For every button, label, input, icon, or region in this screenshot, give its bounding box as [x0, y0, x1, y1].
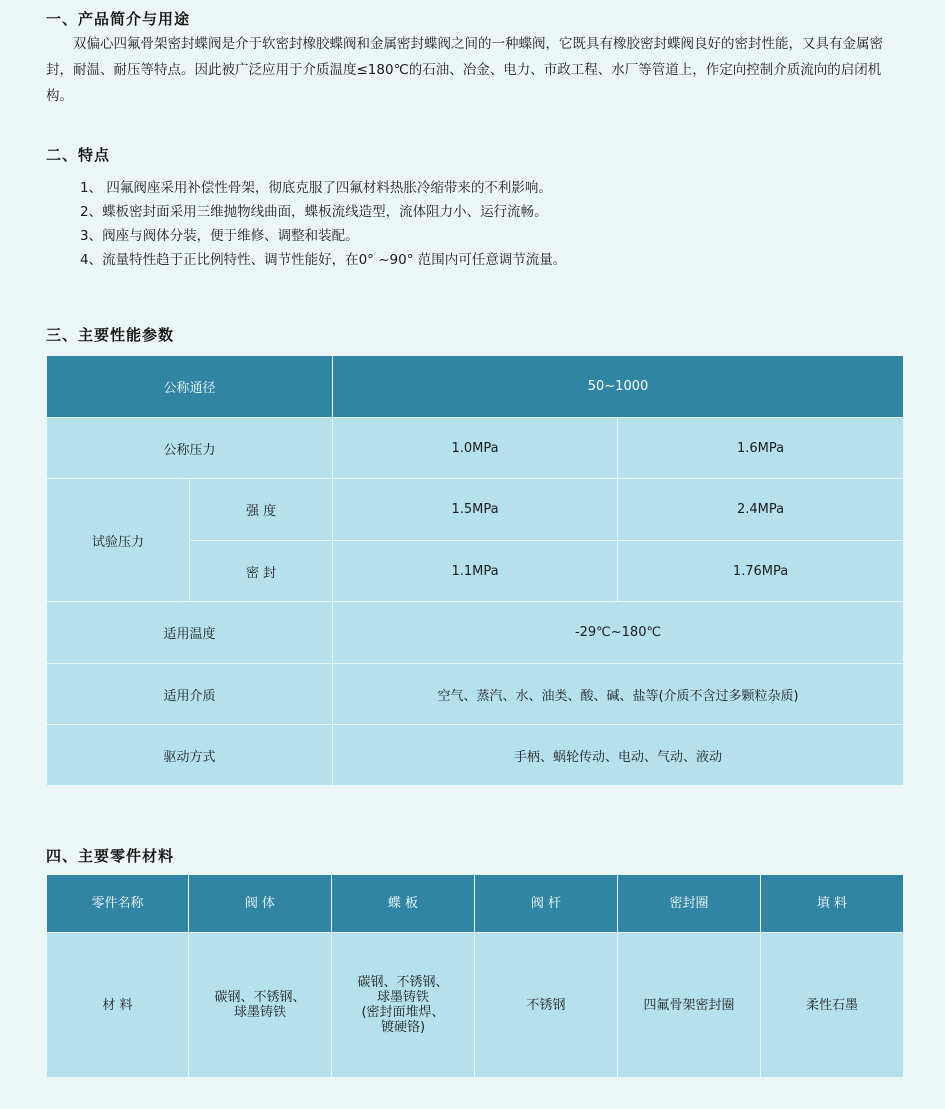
medium-label: 适用介质: [47, 664, 333, 725]
table-row: [47, 418, 904, 479]
table-row: [47, 933, 904, 1078]
materials-table: [46, 874, 904, 1078]
body-material-line: 碳钢、不锈钢、: [214, 990, 306, 1005]
material-row-label: 材 料: [47, 933, 189, 1078]
seal-value-2: 1.76MPa: [618, 541, 904, 602]
section-2-heading: 二、特点: [46, 146, 111, 164]
temperature-label: 适用温度: [47, 602, 333, 664]
section-4-heading: 四、主要零件材料: [46, 847, 175, 865]
header-part-name: 零件名称: [47, 875, 189, 933]
nominal-diameter-label: 公称通径: [47, 356, 333, 418]
section-1-heading: 一、产品简介与用途: [46, 10, 191, 28]
header-packing: 填 料: [761, 875, 904, 933]
feature-item: 4、流量特性趋于正比例特性、调节性能好，在0° ~90° 范围内可任意调节流量。: [80, 252, 567, 268]
table-row: [47, 725, 904, 786]
header-body: 阀 体: [189, 875, 332, 933]
intro-paragraph: 双偏心四氟骨架密封蝶阀是介于软密封橡胶蝶阀和金属密封蝶阀之间的一种蝶阀，它既具有橡胶密封蝶阀良好的密封性能，又具有金属密封，耐温、耐压等特点。因此被广泛应用于介质温度≤180℃的石油、冶金、电力、市政工程、水厂等管道上，作定向控制介质流向的启闭机构。: [46, 36, 883, 104]
nominal-diameter-value: 50~1000: [333, 356, 904, 418]
table-row: [47, 664, 904, 725]
disc-material-line: 碳钢、不锈钢、: [357, 975, 449, 990]
stem-material: 不锈钢: [475, 933, 618, 1078]
header-disc: 蝶 板: [332, 875, 475, 933]
seal-value-1: 1.1MPa: [333, 541, 618, 602]
nominal-pressure-value-1: 1.0MPa: [333, 418, 618, 479]
seal-ring-material: 四氟骨架密封圈: [618, 933, 761, 1078]
feature-item: 2、蝶板密封面采用三维抛物线曲面，蝶板流线造型，流体阻力小、运行流畅。: [80, 204, 548, 220]
header-seal-ring: 密封圈: [618, 875, 761, 933]
strength-value-2: 2.4MPa: [618, 479, 904, 541]
body-material-line: 球墨铸铁: [233, 1005, 286, 1020]
test-pressure-label: 试验压力: [47, 479, 190, 602]
section-3-heading: 三、主要性能参数: [46, 326, 175, 344]
nominal-pressure-label: 公称压力: [47, 418, 333, 479]
features-list: [80, 176, 566, 272]
table-row: [47, 479, 904, 541]
strength-value-1: 1.5MPa: [333, 479, 618, 541]
table-header-row: [47, 875, 904, 933]
header-stem: 阀 杆: [475, 875, 618, 933]
packing-material: 柔性石墨: [761, 933, 904, 1078]
body-material: [189, 933, 332, 1078]
performance-table: [46, 355, 904, 786]
table-row: [47, 602, 904, 664]
table-row: [47, 356, 904, 418]
disc-material-line: 球墨铸铁: [376, 990, 429, 1005]
feature-item: 3、阀座与阀体分装，便于维修、调整和装配。: [80, 228, 359, 244]
strength-label: 强 度: [190, 479, 333, 541]
nominal-pressure-value-2: 1.6MPa: [618, 418, 904, 479]
feature-item: 1、 四氟阀座采用补偿性骨架，彻底克服了四氟材料热胀冷缩带来的不利影响。: [80, 180, 552, 196]
disc-material: [332, 933, 475, 1078]
drive-value: 手柄、蜗轮传动、电动、气动、液动: [333, 725, 904, 786]
disc-material-line: (密封面堆焊、: [361, 1005, 445, 1020]
seal-label: 密 封: [190, 541, 333, 602]
disc-material-line: 镀硬铬): [380, 1020, 426, 1035]
medium-value: 空气、蒸汽、水、油类、酸、碱、盐等(介质不含过多颗粒杂质): [333, 664, 904, 725]
temperature-value: -29℃~180℃: [333, 602, 904, 664]
drive-label: 驱动方式: [47, 725, 333, 786]
